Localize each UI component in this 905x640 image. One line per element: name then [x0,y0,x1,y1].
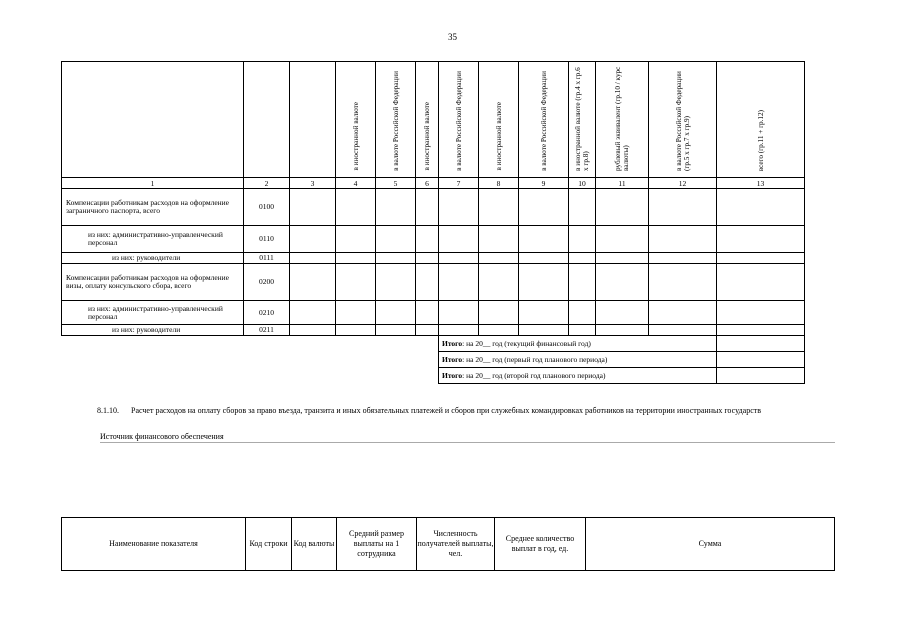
col-number: 2 [244,178,290,189]
table-cell[interactable] [439,226,479,253]
col-number: 11 [596,178,649,189]
row-name: из них: административно-управленческий персонал [62,301,244,325]
table-cell[interactable] [290,264,336,301]
table-cell[interactable] [416,264,439,301]
table-row [62,264,805,301]
table-cell[interactable] [569,301,596,325]
col-number: 13 [717,178,805,189]
spacer [62,352,439,368]
total-value-cell[interactable] [717,336,805,352]
table-cell[interactable] [519,325,569,336]
table-cell[interactable] [416,301,439,325]
table-cell[interactable] [717,264,805,301]
table-cell[interactable] [416,325,439,336]
total-value-cell[interactable] [717,352,805,368]
table-cell[interactable] [717,189,805,226]
table-cell[interactable] [519,189,569,226]
funding-source-label: Источник финансового обеспечения [100,432,224,441]
table-cell[interactable] [336,226,376,253]
table-cell[interactable] [569,189,596,226]
row-name: Компенсации работникам расходов на оформление заграничного паспорта, всего [62,189,244,226]
section-paragraph [61,406,851,416]
header-cell-3 [290,62,336,178]
row-code: 0100 [244,189,290,226]
row-code: 0110 [244,226,290,253]
col-number: 12 [649,178,717,189]
table-cell[interactable] [336,264,376,301]
table-cell[interactable] [336,189,376,226]
table-cell[interactable] [439,264,479,301]
section-text: Расчет расходов на оплату сборов за право въезда, транзита и иных обязательных платежей и сборов при служебных командировках работников на территории иностранных государств [131,406,762,415]
table-cell[interactable] [376,253,416,264]
table-cell[interactable] [479,253,519,264]
table-cell[interactable] [596,189,649,226]
table-cell[interactable] [569,253,596,264]
fees-table [61,517,835,571]
table-row [62,325,805,336]
table-cell[interactable] [569,264,596,301]
table-cell[interactable] [717,253,805,264]
table-row [62,301,805,325]
table-cell[interactable] [649,325,717,336]
header-cell-12: в валюте Российской Федерации (гр.5 x гр.7 x гр.9) [649,62,717,178]
page-number: 35 [448,32,457,42]
table-cell[interactable] [596,264,649,301]
table-cell[interactable] [519,301,569,325]
column-numbers-row [62,178,805,189]
header-cell: Наименование показателя [62,518,246,571]
table-cell[interactable] [479,189,519,226]
table-cell[interactable] [439,189,479,226]
table-cell[interactable] [376,189,416,226]
table-cell[interactable] [649,226,717,253]
header-cell: Средний размер выплаты на 1 сотрудника [337,518,417,571]
table-cell[interactable] [376,325,416,336]
table-cell[interactable] [290,301,336,325]
row-code: 0200 [244,264,290,301]
total-label: Итого: на 20__ год (первый год планового периода) [439,352,717,368]
header-cell-11: рублевый эквивалент (гр.10 / курс валюты) [596,62,649,178]
table-cell[interactable] [479,325,519,336]
spacer [62,368,439,384]
table-row [62,253,805,264]
expense-table [61,61,805,384]
table-cell[interactable] [596,253,649,264]
header-cell: Код валюты [292,518,337,571]
header-cell: Численность получателей выплаты, чел. [417,518,495,571]
row-name: из них: административно-управленческий персонал [62,226,244,253]
table-cell[interactable] [717,226,805,253]
table-cell[interactable] [376,301,416,325]
table-cell[interactable] [416,253,439,264]
table-cell[interactable] [717,325,805,336]
col-number: 9 [519,178,569,189]
section-number: 8.1.10. [97,406,119,415]
table-cell[interactable] [519,264,569,301]
header-cell-1 [62,62,244,178]
total-row [62,368,805,384]
col-number: 3 [290,178,336,189]
row-name: из них: руководители [62,253,244,264]
table-cell[interactable] [519,226,569,253]
total-row [62,352,805,368]
table-cell[interactable] [649,189,717,226]
table-cell[interactable] [596,301,649,325]
header-cell-9: в валюте Российской Федерации [519,62,569,178]
table-row [62,226,805,253]
table-cell[interactable] [416,226,439,253]
header-cell-2 [244,62,290,178]
table-cell[interactable] [649,253,717,264]
total-value-cell[interactable] [717,368,805,384]
table-cell[interactable] [290,325,336,336]
row-name: из них: руководители [62,325,244,336]
header-cell-4: в иностранной валюте [336,62,376,178]
row-code: 0111 [244,253,290,264]
header-cell-8: в иностранной валюте [479,62,519,178]
table-cell[interactable] [569,226,596,253]
col-number: 6 [416,178,439,189]
table-cell[interactable] [569,325,596,336]
header-row [62,62,805,178]
table-cell[interactable] [649,301,717,325]
row-code: 0211 [244,325,290,336]
col-number: 5 [376,178,416,189]
header-row [62,518,835,571]
table-cell[interactable] [290,189,336,226]
table-cell[interactable] [596,226,649,253]
row-code: 0210 [244,301,290,325]
table-cell[interactable] [439,325,479,336]
total-label: Итого: на 20__ год (второй год планового периода) [439,368,717,384]
table-cell[interactable] [376,264,416,301]
table-cell[interactable] [439,301,479,325]
total-row [62,336,805,352]
col-number: 1 [62,178,244,189]
header-cell: Код строки [246,518,292,571]
table-cell[interactable] [439,253,479,264]
table-cell[interactable] [479,226,519,253]
header-cell-6: в иностранной валюте [416,62,439,178]
table-cell[interactable] [416,189,439,226]
header-cell-10: в иностранной валюте (гр.4 x гр.6 x гр.8) [569,62,596,178]
funding-source-line[interactable] [100,432,835,443]
table-cell[interactable] [336,325,376,336]
col-number: 10 [569,178,596,189]
header-cell-13: всего (гр.11 + гр.12) [717,62,805,178]
table-cell[interactable] [336,253,376,264]
table-cell[interactable] [596,325,649,336]
row-name: Компенсации работникам расходов на оформление визы, оплату консульского сбора, всего [62,264,244,301]
col-number: 8 [479,178,519,189]
header-cell-5: в валюте Российской Федерации [376,62,416,178]
col-number: 7 [439,178,479,189]
table-cell[interactable] [479,264,519,301]
table-cell[interactable] [649,264,717,301]
table-cell[interactable] [479,301,519,325]
table-cell[interactable] [290,226,336,253]
table-cell[interactable] [717,301,805,325]
header-cell-7: в валюте Российской Федерации [439,62,479,178]
table-cell[interactable] [336,301,376,325]
total-label: Итого: на 20__ год (текущий финансовый год) [439,336,717,352]
header-cell: Сумма [586,518,835,571]
table-cell[interactable] [290,253,336,264]
header-cell: Среднее количество выплат в год, ед. [495,518,586,571]
table-row [62,189,805,226]
col-number: 4 [336,178,376,189]
spacer [62,336,439,352]
table-cell[interactable] [376,226,416,253]
table-cell[interactable] [519,253,569,264]
